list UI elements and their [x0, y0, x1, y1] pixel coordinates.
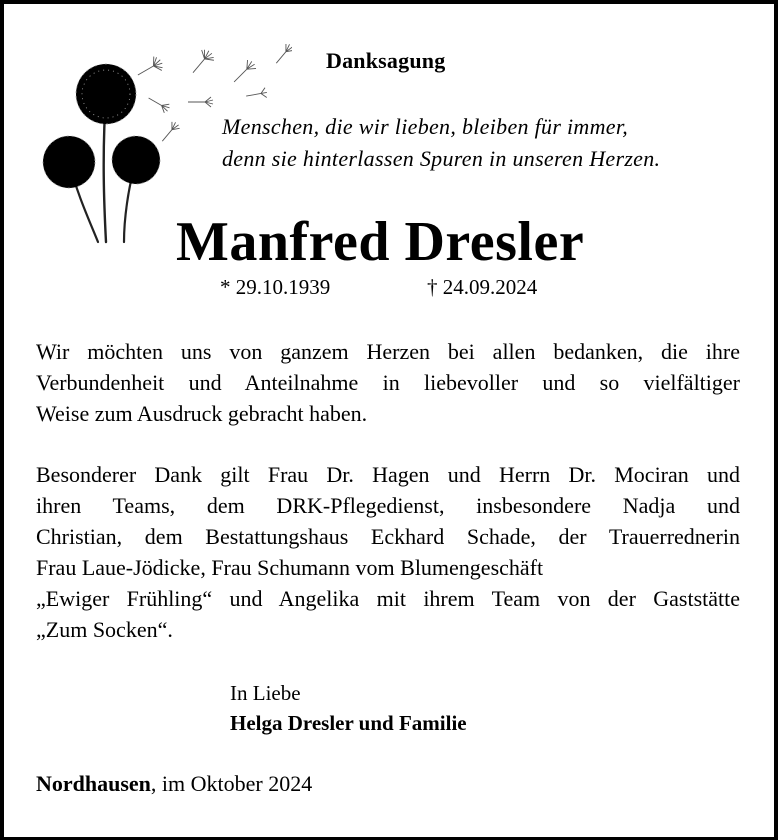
closing-block: [230, 678, 467, 738]
birth-date: * 29.10.1939: [220, 275, 331, 299]
paragraph-line: Weise zum Ausdruck gebracht haben.: [36, 401, 368, 426]
paragraph-line: „Zum Socken“.: [36, 617, 173, 642]
memorial-quote: [222, 111, 660, 175]
paragraph-line: Frau Laue-Jödicke, Frau Schumann vom Blumengeschäft: [36, 555, 544, 580]
place-name: Nordhausen: [36, 771, 151, 796]
paragraph-line: Christian, dem Bestattungshaus Eckhard Schade, der Trauerrednerin: [36, 524, 740, 549]
paragraph-line: ihren Teams, dem DRK-Pflegedienst, insbesondere Nadja und: [36, 493, 740, 518]
special-thanks-paragraph: [36, 459, 740, 645]
paragraph-line: Wir möchten uns von ganzem Herzen bei allen bedanken, die ihre: [36, 339, 740, 364]
date-text: , im Oktober 2024: [150, 771, 313, 796]
paragraph-line: Besonderer Dank gilt Frau Dr. Hagen und Herrn Dr. Mociran und: [36, 462, 740, 487]
quote-line: Menschen, die wir lieben, bleiben für immer,: [222, 114, 629, 139]
closing-phrase: In Liebe: [230, 681, 301, 705]
quote-line: denn sie hinterlassen Spuren in unseren Herzen.: [222, 146, 661, 171]
place-date-line: [36, 771, 312, 797]
paragraph-line: Verbundenheit und Anteilnahme in liebevoller und so vielfältiger: [36, 370, 740, 395]
thanks-paragraph: [36, 336, 740, 429]
signatories: Helga Dresler und Familie: [230, 711, 467, 735]
deceased-name: Manfred Dresler: [176, 211, 585, 273]
notice-heading: Danksagung: [326, 48, 446, 73]
paragraph-line: „Ewiger Frühling“ und Angelika mit ihrem Team von der Gaststätte: [36, 586, 740, 611]
death-date: † 24.09.2024: [427, 275, 538, 299]
